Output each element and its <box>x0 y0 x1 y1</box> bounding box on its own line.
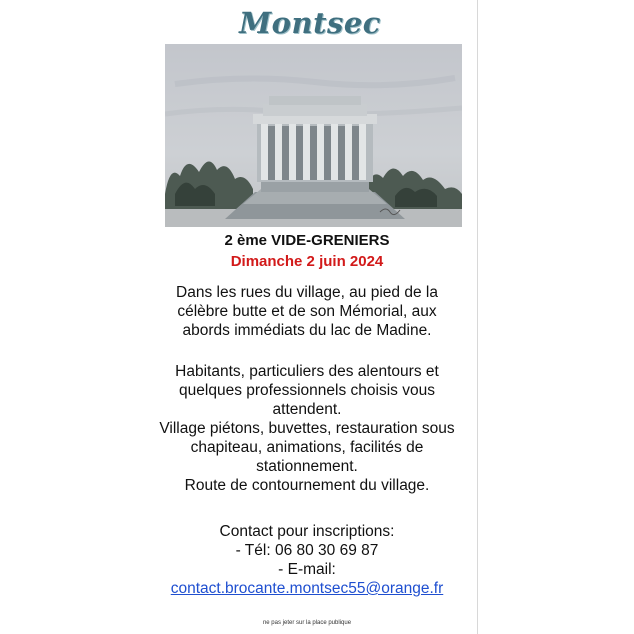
details-paragraph <box>140 362 474 495</box>
description-line: abords immédiats du lac de Madine. <box>182 322 432 339</box>
description-line: célèbre butte et de son Mémorial, aux <box>177 303 437 320</box>
contact-email-link[interactable]: contact.brocante.montsec55@orange.fr <box>170 580 444 597</box>
contact-heading: Contact pour inscriptions: <box>219 523 395 540</box>
description-paragraph <box>140 283 474 340</box>
details-line: Habitants, particuliers des alentours et <box>175 363 439 380</box>
description-line: Dans les rues du village, au pied de la <box>176 284 438 301</box>
contact-email-label: - E-mail: <box>278 561 336 578</box>
details-line: quelques professionnels choisis vous <box>179 382 435 399</box>
event-date: Dimanche 2 juin 2024 <box>230 253 384 270</box>
contact-section <box>140 522 474 598</box>
details-line: stationnement. <box>256 458 358 475</box>
page-title: Montsec <box>239 6 381 40</box>
details-line: Village piétons, buvettes, restauration sous <box>159 420 455 437</box>
page-fold-divider <box>477 0 478 634</box>
details-line: chapiteau, animations, facilités de <box>190 439 424 456</box>
memorial-illustration <box>165 44 462 227</box>
event-edition: 2 ème VIDE-GRENIERS <box>224 232 390 249</box>
details-line: Route de contournement du village. <box>184 477 430 494</box>
contact-phone: - Tél: 06 80 30 69 87 <box>235 542 379 559</box>
details-line: attendent. <box>272 401 342 418</box>
footer-note: ne pas jeter sur la place publique <box>262 620 352 626</box>
